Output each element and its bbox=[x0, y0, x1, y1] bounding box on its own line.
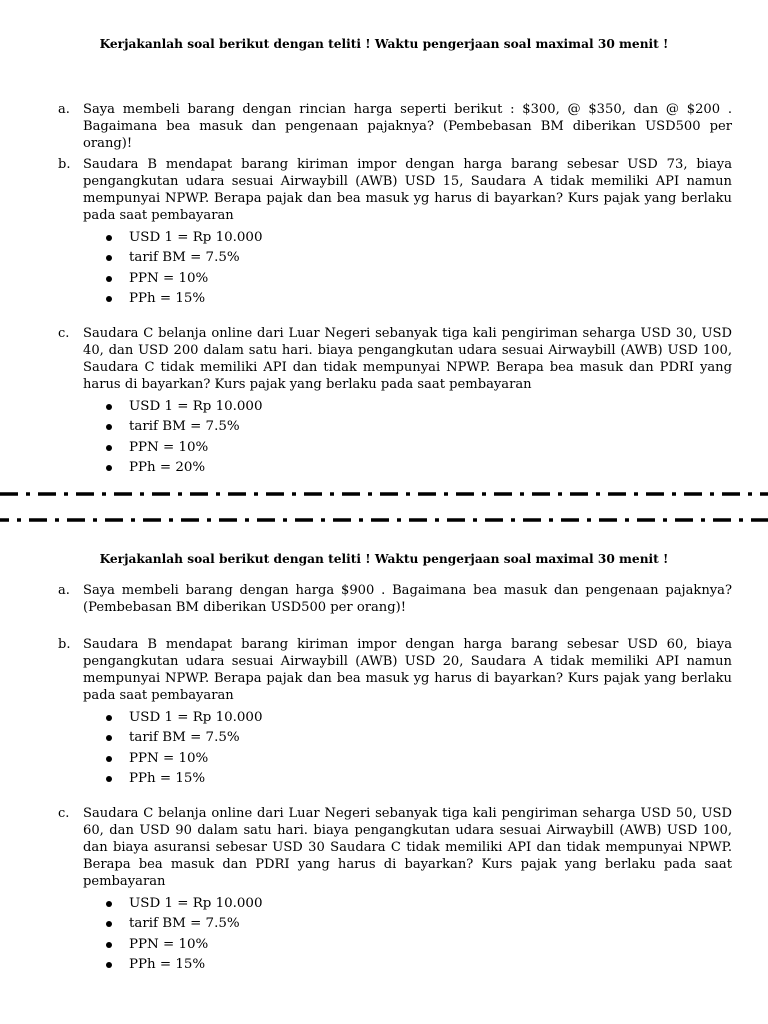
list-item bbox=[58, 914, 732, 934]
list-item-text: USD 1 = Rp 10.000 bbox=[129, 399, 263, 414]
question-letter: b. bbox=[58, 637, 71, 652]
bullet-icon bbox=[106, 962, 112, 968]
bullet-icon bbox=[106, 901, 112, 907]
section-title: Kerjakanlah soal berikut dengan teliti ! Waktu pengerjaan soal maximal 30 menit ! bbox=[99, 552, 669, 566]
bullet-icon bbox=[106, 942, 112, 948]
rate-list bbox=[58, 397, 732, 478]
list-item-text: PPN = 10% bbox=[129, 439, 209, 455]
question-c bbox=[58, 325, 732, 478]
bullet-icon bbox=[106, 276, 112, 282]
question-letter: c. bbox=[58, 806, 70, 821]
list-item bbox=[58, 749, 732, 769]
question-text: Saudara B mendapat barang kiriman impor dengan harga barang sebesar USD 73, biaya pengangkutan udara sesuai Airwaybill (AWB) USD 15, Saudara A tidak memiliki API namun mempunyai NPWP. Berapa pajak dan bea masuk yg harus di bayarkan? Kurs pajak yang berlaku pada saat pembayaran bbox=[83, 157, 732, 223]
list-item-text: PPh = 20% bbox=[129, 459, 206, 475]
bullet-icon bbox=[106, 715, 112, 721]
list-item-text: PPh = 15% bbox=[129, 770, 206, 786]
list-item-text: tarif BM = 7.5% bbox=[129, 419, 240, 435]
question-letter: a. bbox=[58, 583, 70, 598]
list-item-text: PPN = 10% bbox=[129, 750, 209, 766]
list-item bbox=[58, 228, 732, 248]
question-letter: c. bbox=[58, 326, 70, 341]
list-item-text: tarif BM = 7.5% bbox=[129, 916, 240, 932]
list-item bbox=[58, 708, 732, 728]
list-item bbox=[58, 248, 732, 268]
list-item bbox=[58, 417, 732, 437]
question-letter: a. bbox=[58, 102, 70, 117]
bullet-icon bbox=[106, 756, 112, 762]
question-text: Saudara C belanja online dari Luar Negeri sebanyak tiga kali pengiriman seharga USD 30, USD 40, dan USD 200 dalam satu hari. biaya pengangkutan udara sesuai Airwaybill (AWB) USD 100, Saudara C tidak memiliki API dan tidak mempunyai NPWP. Berapa bea masuk dan PDRI yang harus di bayarkan? Kurs pajak yang berlaku pada saat pembayaran bbox=[83, 326, 732, 392]
bullet-icon bbox=[106, 296, 112, 302]
list-item bbox=[58, 769, 732, 789]
list-item-text: PPN = 10% bbox=[129, 270, 209, 286]
bullet-icon bbox=[106, 776, 112, 782]
list-item bbox=[58, 935, 732, 955]
list-item bbox=[58, 728, 732, 748]
bullet-icon bbox=[106, 255, 112, 261]
bullet-icon bbox=[106, 424, 112, 430]
list-item-text: PPh = 15% bbox=[129, 956, 206, 972]
list-item bbox=[58, 458, 732, 478]
question-text: Saudara B mendapat barang kiriman impor dengan harga barang sebesar USD 60, biaya pengangkutan udara sesuai Airwaybill (AWB) USD 20, Saudara A tidak memiliki API namun mempunyai NPWP. Berapa pajak dan bea masuk yg harus di bayarkan? Kurs pajak yang berlaku pada saat pembayaran bbox=[83, 637, 732, 703]
question-letter: b. bbox=[58, 157, 71, 172]
question-text: Saya membeli barang dengan harga $900 . Bagaimana bea masuk dan pengenaan pajaknya? (Pembebasan BM diberikan USD500 per orang)! bbox=[83, 583, 732, 615]
list-item bbox=[58, 438, 732, 458]
list-item bbox=[58, 955, 732, 975]
list-item bbox=[58, 269, 732, 289]
list-item bbox=[58, 894, 732, 914]
cut-line-divider bbox=[0, 518, 768, 522]
list-item bbox=[58, 289, 732, 309]
question-a bbox=[58, 582, 732, 616]
rate-list bbox=[58, 228, 732, 309]
list-item bbox=[58, 397, 732, 417]
rate-list bbox=[58, 894, 732, 975]
list-item-text: PPh = 15% bbox=[129, 290, 206, 306]
list-item-text: USD 1 = Rp 10.000 bbox=[129, 710, 263, 725]
bullet-icon bbox=[106, 235, 112, 241]
list-item-text: USD 1 = Rp 10.000 bbox=[129, 230, 263, 245]
rate-list bbox=[58, 708, 732, 789]
cut-line-divider bbox=[0, 492, 768, 496]
section-title: Kerjakanlah soal berikut dengan teliti ! Waktu pengerjaan soal maximal 30 menit ! bbox=[99, 37, 669, 51]
list-item-text: tarif BM = 7.5% bbox=[129, 250, 240, 266]
bullet-icon bbox=[106, 445, 112, 451]
list-item-text: tarif BM = 7.5% bbox=[129, 730, 240, 746]
question-text: Saudara C belanja online dari Luar Negeri sebanyak tiga kali pengiriman seharga USD 50, USD 60, dan USD 90 dalam satu hari. biaya pengangkutan udara sesuai Airwaybill (AWB) USD 100, dan biaya asuransi sebesar USD 30 Saudara C tidak memiliki API dan tidak mempunyai NPWP. Berapa bea masuk dan PDRI yang harus di bayarkan? Kurs pajak yang berlaku pada saat pembayaran bbox=[83, 806, 732, 889]
bullet-icon bbox=[106, 735, 112, 741]
list-item-text: USD 1 = Rp 10.000 bbox=[129, 896, 263, 911]
bullet-icon bbox=[106, 404, 112, 410]
bullet-icon bbox=[106, 465, 112, 471]
question-b bbox=[58, 636, 732, 789]
question-a bbox=[58, 101, 732, 152]
question-b bbox=[58, 156, 732, 309]
question-text: Saya membeli barang dengan rincian harga seperti berikut : $300, @ $350, dan @ $200 . Bagaimana bea masuk dan pengenaan pajaknya? (Pembebasan BM diberikan USD500 per orang)! bbox=[83, 102, 732, 151]
question-c bbox=[58, 805, 732, 975]
bullet-icon bbox=[106, 921, 112, 927]
list-item-text: PPN = 10% bbox=[129, 936, 209, 952]
